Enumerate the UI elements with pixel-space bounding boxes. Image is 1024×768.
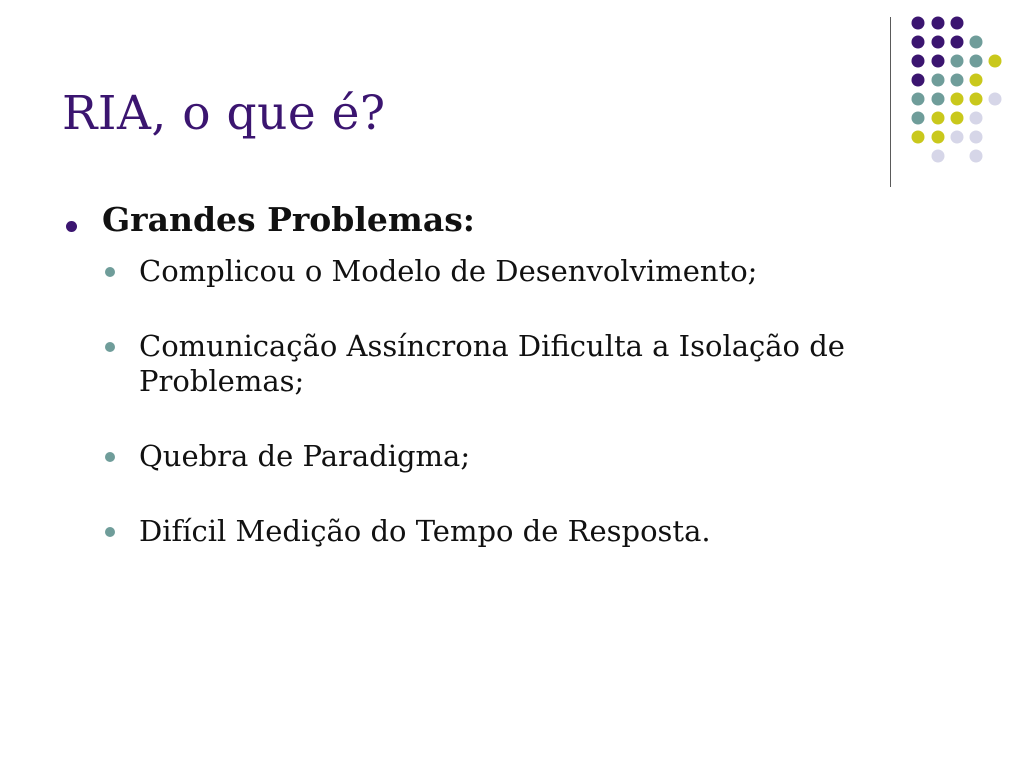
decoration-dot — [932, 36, 945, 49]
decoration-dot — [951, 55, 964, 68]
decoration-dot — [970, 55, 983, 68]
decoration-dot — [912, 112, 925, 125]
round-bullet-icon — [105, 342, 115, 352]
sub-bullet-text: Difícil Medição do Tempo de Resposta. — [139, 513, 711, 548]
round-bullet-icon — [105, 527, 115, 537]
decoration-dot — [932, 131, 945, 144]
decoration-dot — [970, 36, 983, 49]
sub-bullet-text: Quebra de Paradigma; — [139, 438, 471, 473]
decoration-dot — [970, 131, 983, 144]
decoration-dot — [951, 74, 964, 87]
decoration-dot — [932, 55, 945, 68]
decoration-dot — [951, 93, 964, 106]
main-bullet-text: Grandes Problemas: — [102, 200, 475, 239]
decoration-dot — [912, 93, 925, 106]
sub-bullet-item — [62, 329, 949, 399]
sub-bullet-text: Comunicação Assíncrona Dificulta a Isolação de Problemas; — [139, 328, 845, 398]
title-divider-line — [890, 17, 891, 187]
sub-bullet-item — [62, 254, 949, 289]
decoration-dot — [912, 36, 925, 49]
decoration-dot — [970, 112, 983, 125]
dot-grid-decoration — [904, 10, 1014, 180]
decoration-dot — [932, 150, 945, 163]
decoration-dot — [989, 93, 1002, 106]
decoration-dot — [932, 93, 945, 106]
decoration-dot — [951, 131, 964, 144]
decoration-dot — [912, 55, 925, 68]
sub-bullet-item — [62, 514, 949, 549]
decoration-dot — [932, 74, 945, 87]
sub-bullet-text: Complicou o Modelo de Desenvolvimento; — [139, 253, 758, 288]
decoration-dot — [951, 112, 964, 125]
round-bullet-icon — [105, 452, 115, 462]
decoration-dot — [912, 74, 925, 87]
decoration-dot — [970, 93, 983, 106]
slide-title: RIA, o que é? — [62, 86, 386, 141]
decoration-dot — [951, 36, 964, 49]
decoration-dot — [912, 131, 925, 144]
round-bullet-icon — [105, 267, 115, 277]
sub-bullet-list — [62, 254, 962, 549]
decoration-dot — [951, 17, 964, 30]
round-bullet-icon — [66, 221, 77, 232]
sub-bullet-item — [62, 439, 949, 474]
decoration-dot — [932, 17, 945, 30]
decoration-dot — [989, 55, 1002, 68]
decoration-dot — [912, 17, 925, 30]
main-bullet-item — [62, 200, 962, 240]
decoration-dot — [970, 74, 983, 87]
decoration-dot — [932, 112, 945, 125]
slide-content — [62, 200, 962, 589]
decoration-dot — [970, 150, 983, 163]
